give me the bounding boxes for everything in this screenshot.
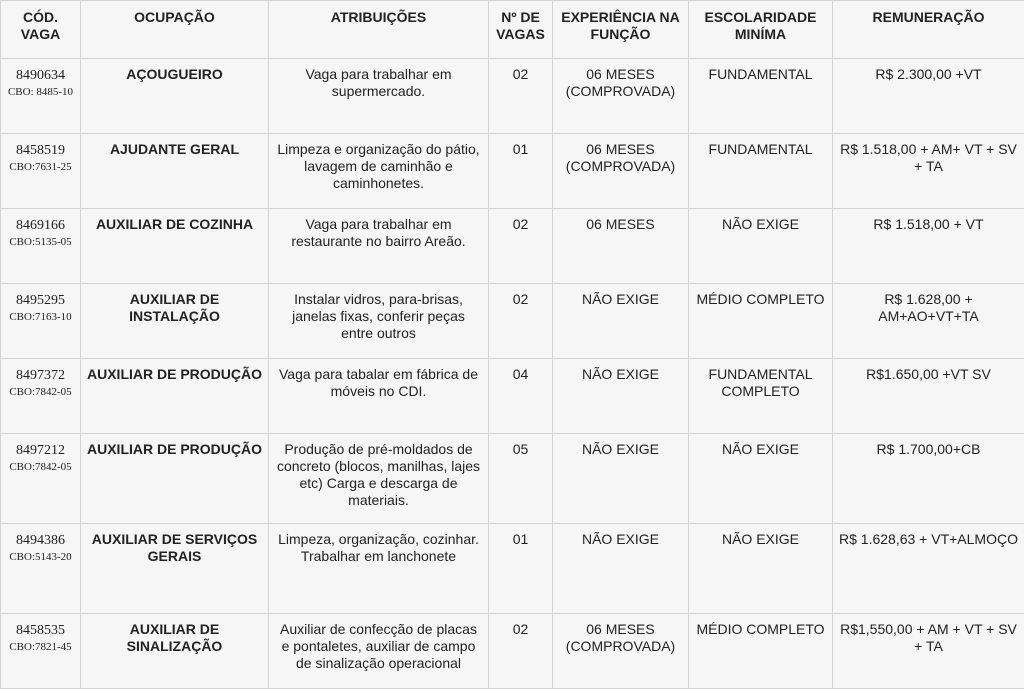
experience-cell: 06 MESES (COMPROVADA) [553,59,689,134]
duties-cell: Limpeza e organização do pátio, lavagem de caminhão e caminhonetes. [269,134,489,209]
header-code: CÓD. VAGA [1,1,81,59]
pay-cell: R$ 1.628,63 + VT+ALMOÇO [833,524,1024,614]
table-row [1,434,1024,524]
occupation-cell: AUXILIAR DE INSTALAÇÃO [81,284,269,359]
duties-cell: Produção de pré-moldados de concreto (blocos, manilhas, lajes etc) Carga e descarga de materiais. [269,434,489,524]
vacancies-cell: 02 [489,59,553,134]
duties-cell: Instalar vidros, para-brisas, janelas fixas, conferir peças entre outros [269,284,489,359]
vacancy-code: 8494386 [16,533,65,548]
vacancies-cell: 05 [489,434,553,524]
education-cell: NÃO EXIGE [689,209,833,284]
experience-cell: NÃO EXIGE [553,284,689,359]
vacancies-cell: 04 [489,359,553,434]
code-cell [1,59,81,134]
cbo-code: CBO:7631-25 [7,159,74,175]
pay-cell: R$ 2.300,00 +VT [833,59,1024,134]
duties-cell: Vaga para trabalhar em restaurante no bairro Areão. [269,209,489,284]
vacancy-code: 8458519 [16,143,65,158]
code-cell [1,434,81,524]
header-pay: REMUNERAÇÃO [833,1,1024,59]
table-row [1,209,1024,284]
duties-cell: Auxiliar de confecção de placas e pontaletes, auxiliar de campo de sinalização operacional [269,614,489,689]
education-cell: FUNDAMENTAL [689,59,833,134]
vacancies-cell: 02 [489,209,553,284]
duties-cell: Vaga para tabalar em fábrica de móveis no CDI. [269,359,489,434]
header-occupation: OCUPAÇÃO [81,1,269,59]
occupation-cell: AUXILIAR DE SERVIÇOS GERAIS [81,524,269,614]
education-cell: FUNDAMENTAL COMPLETO [689,359,833,434]
occupation-cell: AJUDANTE GERAL [81,134,269,209]
table-row [1,359,1024,434]
code-cell [1,209,81,284]
header-education: ESCOLARIDADE MINÍMA [689,1,833,59]
vacancy-code: 8469166 [16,218,65,233]
table-header-row [1,1,1024,59]
pay-cell: R$ 1.700,00+CB [833,434,1024,524]
duties-cell: Vaga para trabalhar em supermercado. [269,59,489,134]
education-cell: NÃO EXIGE [689,434,833,524]
cbo-code: CBO: 8485-10 [7,84,74,100]
pay-cell: R$ 1.518,00 + VT [833,209,1024,284]
education-cell: FUNDAMENTAL [689,134,833,209]
pay-cell: R$ 1.628,00 + AM+AO+VT+TA [833,284,1024,359]
occupation-cell: AUXILIAR DE PRODUÇÃO [81,434,269,524]
experience-cell: 06 MESES (COMPROVADA) [553,134,689,209]
vacancies-cell: 02 [489,284,553,359]
vacancy-code: 8497212 [16,443,65,458]
table-row [1,134,1024,209]
vacancy-code: 8495295 [16,293,65,308]
code-cell [1,524,81,614]
pay-cell: R$1,550,00 + AM + VT + SV + TA [833,614,1024,689]
code-cell [1,134,81,209]
experience-cell: NÃO EXIGE [553,434,689,524]
duties-cell: Limpeza, organização, cozinhar. Trabalhar em lanchonete [269,524,489,614]
vacancy-code: 8490634 [16,68,65,83]
table-row [1,284,1024,359]
cbo-code: CBO:7842-05 [7,384,74,400]
pay-cell: R$ 1.518,00 + AM+ VT + SV + TA [833,134,1024,209]
vacancies-cell: 01 [489,524,553,614]
education-cell: MÉDIO COMPLETO [689,284,833,359]
education-cell: MÉDIO COMPLETO [689,614,833,689]
occupation-cell: AUXILIAR DE PRODUÇÃO [81,359,269,434]
occupation-cell: AUXILIAR DE SINALIZAÇÃO [81,614,269,689]
table-row [1,524,1024,614]
pay-cell: R$1.650,00 +VT SV [833,359,1024,434]
header-duties: ATRIBUIÇÕES [269,1,489,59]
table-row [1,59,1024,134]
experience-cell: 06 MESES [553,209,689,284]
table-row [1,614,1024,689]
experience-cell: NÃO EXIGE [553,359,689,434]
vacancies-cell: 01 [489,134,553,209]
cbo-code: CBO:7163-10 [7,309,74,325]
vacancy-code: 8458535 [16,623,65,638]
occupation-cell: AÇOUGUEIRO [81,59,269,134]
vacancies-cell: 02 [489,614,553,689]
cbo-code: CBO:5143-20 [7,549,74,565]
cbo-code: CBO:7842-05 [7,459,74,475]
code-cell [1,284,81,359]
vacancy-code: 8497372 [16,368,65,383]
code-cell [1,359,81,434]
code-cell [1,614,81,689]
experience-cell: 06 MESES (COMPROVADA) [553,614,689,689]
cbo-code: CBO:5135-05 [7,234,74,250]
header-experience: EXPERIÊNCIA NA FUNÇÃO [553,1,689,59]
cbo-code: CBO:7821-45 [7,639,74,655]
education-cell: NÃO EXIGE [689,524,833,614]
header-vacancies: Nº DE VAGAS [489,1,553,59]
experience-cell: NÃO EXIGE [553,524,689,614]
occupation-cell: AUXILIAR DE COZINHA [81,209,269,284]
